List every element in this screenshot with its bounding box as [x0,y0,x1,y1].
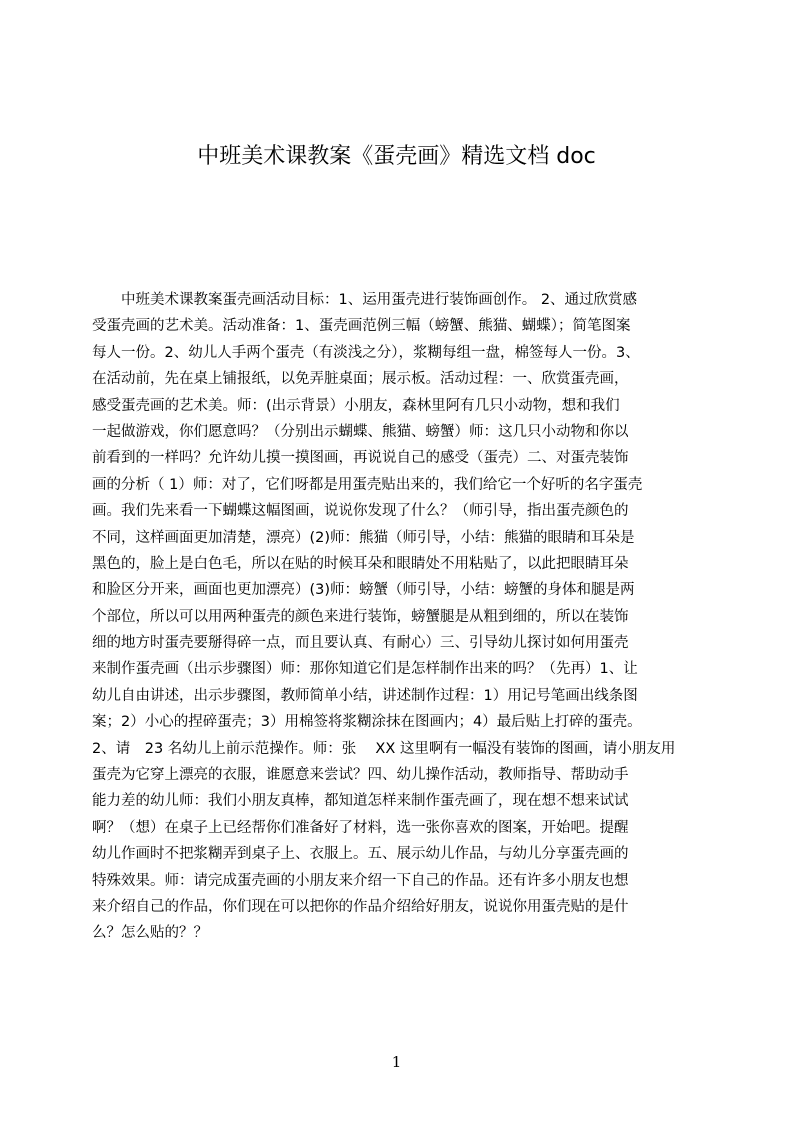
text-line: 幼儿自由讲述，出示步骤图，教师简单小结，讲述制作过程：1）用记号笔画出线条图 [92,687,638,704]
text-line: 细的地方时蛋壳要掰得碎一点，而且要认真、有耐心）三、引导幼儿探讨如何用蛋壳 [92,635,629,652]
text-line: 在活动前，先在桌上铺报纸，以免弄脏桌面；展示板。活动过程：一、欣赏蛋壳画， [92,371,629,388]
text-line: 特殊效果。师：请完成蛋壳画的小朋友来介绍一下自己的作品。还有许多小朋友也想 [92,872,629,889]
text-line: 受蛋壳画的艺术美。活动准备：1、蛋壳画范例三幅（螃蟹、熊猫、蝴蝶）；简笔图案 [92,318,631,335]
text-line: 么？怎么贴的？？ [92,925,208,942]
text-line: 前看到的一样吗？允许幼儿摸一摸图画，再说说自己的感受（蛋壳）二、对蛋壳装饰 [92,450,629,467]
text-line: 每人一份。2、幼儿人手两个蛋壳（有淡浅之分），浆糊每组一盘，棉签每人一份。3、 [92,344,640,361]
document-title: 中班美术课教案《蛋壳画》精选文档 doc [197,144,596,169]
text-line: 画的分析（ 1）师：对了，它们呀都是用蛋壳贴出来的，我们给它一个好听的名字蛋壳 [92,476,643,493]
text-line: 2、请 23 名幼儿上前示范操作。师：张 XX 这里啊有一幅没有装饰的图画，请小朋友用 [92,740,676,757]
page-number: 1 [391,1053,402,1071]
text-line: 案；2）小心的捏碎蛋壳；3）用棉签将浆糊涂抹在图画内；4）最后贴上打碎的蛋壳。 [92,714,642,731]
text-line: 蛋壳为它穿上漂亮的衣服，谁愿意来尝试？四、幼儿操作活动，教师指导、帮助动手 [92,767,629,784]
body-text [92,287,698,967]
text-line: 幼儿作画时不把浆糊弄到桌子上、衣服上。五、展示幼儿作品，与幼儿分享蛋壳画的 [92,846,629,863]
text-line: 画。我们先来看一下蝴蝶这幅图画，说说你发现了什么？（师引导，指出蛋壳颜色的 [92,503,629,520]
text-line: 个部位，所以可以用两种蛋壳的颜色来进行装饰，螃蟹腿是从粗到细的，所以在装饰 [92,608,629,625]
text-line: 感受蛋壳画的艺术美。师：(出示背景）小朋友，森林里阿有几只小动物，想和我们 [92,397,620,414]
text-line: 啊？（想）在桌子上已经帮你们准备好了材料，选一张你喜欢的图案，开始吧。提醒 [92,819,629,836]
text-line: 中班美术课教案蛋壳画活动目标：1、运用蛋壳进行装饰画创作。 2、通过欣赏感 [92,292,638,308]
text-line: 来制作蛋壳画（出示步骤图）师：那你知道它们是怎样制作出来的吗？（先再）1、让 [92,661,638,678]
text-line: 能力差的幼儿师：我们小朋友真棒，都知道怎样来制作蛋壳画了，现在想不想来试试 [92,793,629,810]
text-line: 和脸区分开来，画面也更加漂亮）(3)师：螃蟹（师引导，小结：螃蟹的身体和腿是两 [92,582,635,599]
text-line: 黑色的，脸上是白色毛，所以在贴的时候耳朵和眼睛处不用粘贴了，以此把眼睛耳朵 [92,555,629,572]
text-line: 不同，这样画面更加清楚，漂亮）(2)师：熊猫（师引导，小结：熊猫的眼睛和耳朵是 [92,529,635,546]
text-line: 一起做游戏，你们愿意吗？（分别出示蝴蝶、熊猫、螃蟹）师：这几只小动物和你以 [92,423,629,440]
text-line: 来介绍自己的作品，你们现在可以把你的作品介绍给好朋友，说说你用蛋壳贴的是什 [92,898,629,915]
